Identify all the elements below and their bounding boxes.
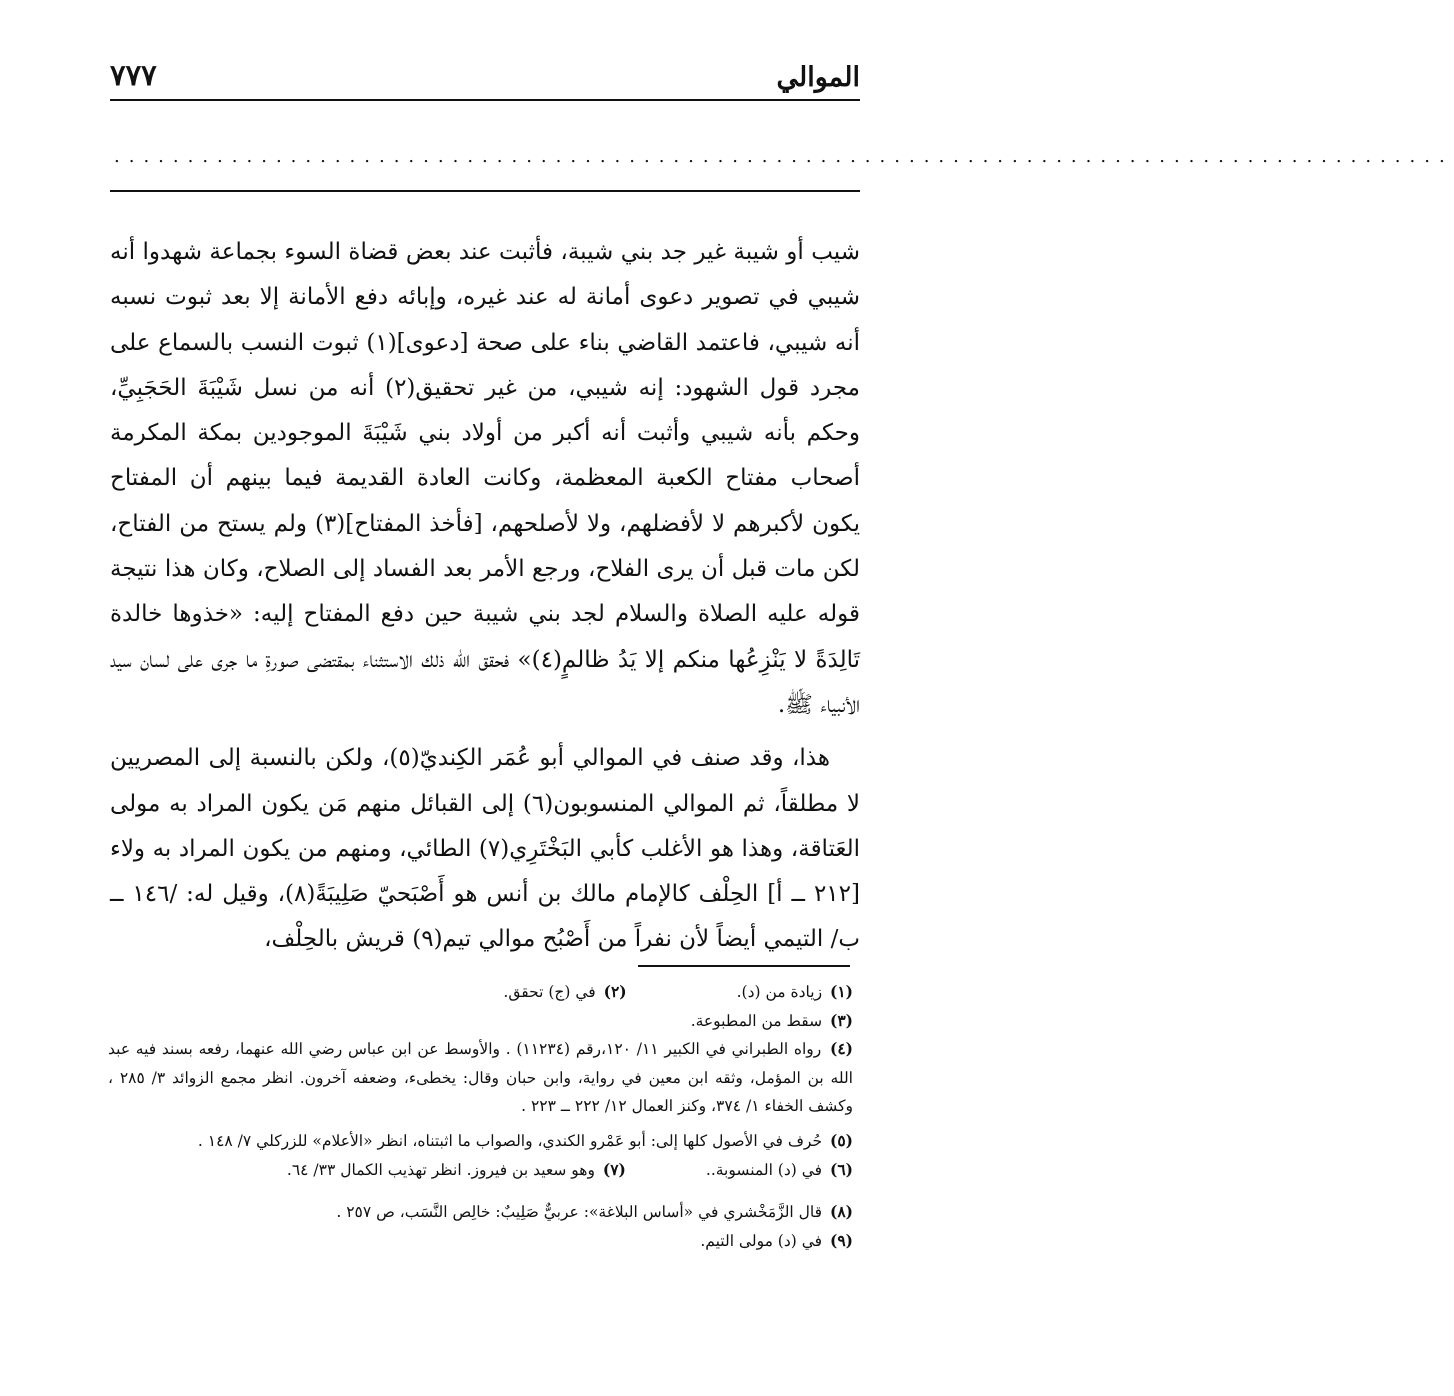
footnote-7 (287, 1156, 626, 1185)
running-title: الموالي (776, 62, 860, 93)
footnotes (108, 978, 853, 1255)
dotted-separator: ........................................................................................... (114, 146, 1454, 167)
page-header (110, 58, 860, 100)
footnote-1 (737, 978, 853, 1007)
footnote-text: قال الزَّمَخْشري في «أساس البلاغة»: عربيٌّ صَلِيبٌ: خالِص النَّسَب، ص ٢٥٧ . (336, 1203, 823, 1222)
footnote-number: (١) (829, 982, 853, 1001)
footnote-text: في (د) مولى التيم. (700, 1231, 823, 1250)
footnote-rule (638, 965, 850, 967)
footnote-text: حُرف في الأصول كلها إلى: أبو عَمْرو الكندي، والصواب ما اثبتناه، انظر «الأعلام» للزركلي ٧/ ١٤٨ . (197, 1131, 823, 1150)
footnote-number: (٥) (829, 1130, 853, 1150)
paragraph-1: شيب أو شيبة غير جد بني شيبة، فأثبت عند بعض قضاة السوء بجماعة شهدوا أنه شيبي في تصوير دعوى أمانة له عند غيره، وإبائه دفع الأمانة إلا بعد ثبوت نسبه أنه شيبي، فاعتمد القاضي بناء على صحة [دعوى](١) ثبوت النسب بالسماع على مجرد قول الشهود: إنه شيبي، من غير تحقيق(٢) أنه من نسل شَيْبَةَ الحَجَبِيِّ، وحكم بأنه شيبي وأثبت أنه أكبر من أولاد بني شَيْبَةَ الموجودين بمكة المكرمة أصحاب مفتاح الكعبة المعظمة، وكانت العادة القديمة فيما بينهم أن المفتاح يكون لأكبرهم لا لأفضلهم، ولا لأصلحهم، [فأخذ المفتاح](٣) ولم يستح من الفتاح، لكن مات قبل أن يرى الفلاح، ورجع الأمر بعد الفساد إلى الصلاح، وكان هذا نتيجة قوله عليه الصلاة والسلام لجد بني شيبة حين دفع المفتاح إليه: «خذوها خالدة تَالِدَةً لا يَنْزِعُها منكم إلا يَدُ ظالمٍ(٤)» فحقق الله ذلك الاستثناء بمقتضى صورةِ ما جرى على لسان سيد الأنبياء ﷺ. (110, 239, 860, 718)
header-rule (110, 99, 860, 101)
page-number: ٧٧٧ (110, 58, 157, 92)
footnote-2 (503, 978, 626, 1007)
footnote-row (108, 978, 853, 1007)
footnote-number: (٢) (603, 982, 627, 1001)
footnote-row (108, 1156, 853, 1185)
footnote-number: (٨) (829, 1202, 853, 1222)
footnote-4 (108, 1035, 853, 1121)
footnote-text: سقط من المطبوعة. (690, 1011, 823, 1030)
footnote-number: (٦) (829, 1159, 853, 1179)
footnote-5 (108, 1127, 853, 1156)
main-text (110, 230, 860, 963)
footnote-text: وهو سعيد بن فيروز. انظر تهذيب الكمال ٣٣/ ٦٤. (286, 1160, 595, 1179)
content-rule (110, 190, 860, 192)
footnote-number: (٧) (602, 1159, 626, 1179)
paragraph-2: هذا، وقد صنف في الموالي أبو عُمَر الكِنديّ(٥)، ولكن بالنسبة إلى المصريين لا مطلقاً، ثم الموالي المنسوبون(٦) إلى القبائل منهم مَن يكون المراد به مولى العَتاقة، وهذا هو الأغلب كأبي البَخْتَرِي(٧) الطائي، ومنهم من يكون المراد به ولاء [٢١٢ ــ أ] الحِلْف كالإمام مالك بن أنس هو أَصْبَحيّ صَلِيبَةً(٨)، وقيل له: /١٤٦ ــ ب/ التيمي أيضاً لأن نفراً من أَصْبُح موالي تيم(٩) قريش بالحِلْف، (110, 745, 860, 953)
footnote-number: (٣) (829, 1010, 853, 1030)
footnote-9 (108, 1227, 853, 1256)
footnote-text: رواه الطبراني في الكبير ١١/ ١٢٠،رقم (١١٢٣٤) . والأوسط عن ابن عباس رضي الله عنهما، رفعه بسند فيه عبد الله بن المؤمل، وثقه ابن معين في رواية، وابن حبان وقال: يخطىء، وضعفه آخرون. انظر مجمع الزوائد ٣/ ٢٨٥ ، وكشف الخفاء ١/ ٣٧٤، وكنز العمال ١٢/ ٢٢٢ ــ ٢٢٣ . (108, 1040, 853, 1116)
footnote-number: (٤) (829, 1039, 853, 1059)
footnote-number: (٩) (829, 1230, 853, 1250)
footnote-text: في (ج) تحقق. (503, 983, 596, 1001)
footnote-6 (706, 1156, 853, 1185)
footnote-text: زيادة من (د). (736, 983, 823, 1001)
footnote-8 (108, 1198, 853, 1227)
footnote-3 (108, 1007, 853, 1036)
footnote-text: في (د) المنسوبة.. (705, 1160, 823, 1179)
